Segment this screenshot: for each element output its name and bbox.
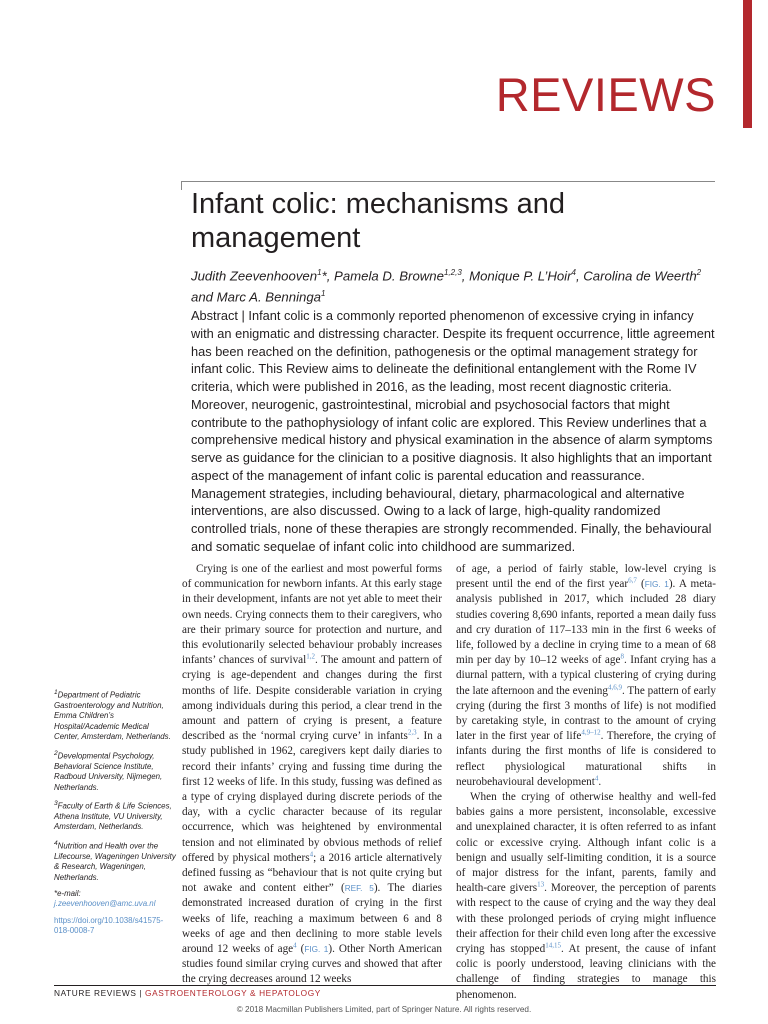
footer-rule — [54, 985, 716, 986]
affiliation-item — [54, 688, 176, 743]
body-text: of age, a period of fairly stable, low-level crying is present until the end of the first year — [456, 563, 716, 591]
email-link[interactable]: j.zeevenhooven@amc.uva.nl — [54, 899, 156, 909]
author-name: Carolina de Weerth — [583, 268, 697, 284]
body-paragraph — [182, 562, 442, 988]
section-label: REVIEWS — [495, 68, 716, 121]
body-text: Crying is one of the earliest and most powerful forms of communication for newborn infants. At this early stage in their development, infants are not yet able to meet their own needs. Crying connects them to their caregivers, who are their primary source for protection and nurture, and this evolutionarily selected behaviour probably increases infants’ chances of survival — [182, 563, 442, 667]
citation-ref: 4 — [309, 850, 314, 859]
title-rule-tick — [181, 181, 182, 190]
abstract: Abstract | Infant colic is a commonly reported phenomenon of excessive crying in infancy with an enigmatic and distressing character. Despite its frequent occurrence, little agreement has been reached on the definition, pathogenesis or the optimal management strategy for infant colic. This Review aims to delineate the definitional entanglement with the Rome IV criteria, which were published in 2016, as the leading, most recent diagnostic criteria. Moreover, neurogenic, gastrointestinal, microbial and psychosocial factors that might contribute to the pathophysiology of infant colic are explored. This Review underlines that a comprehensive medical history and physical examination in the absence of alarm symptoms serve as guidance for the clinician to a positive diagnosis. It also highlights that an important aspect of the management of infant colic is parental education and reassurance. Management strategies, including behavioural, dietary, pharmacological and alternative interventions, are also discussed. Owing to a lack of large, high-quality randomized controlled trials, none of these therapies are strongly recommended. Finally, the behavioural and somatic sequelae of infant colic into childhood are summarized. — [191, 308, 715, 554]
affiliation-item — [54, 839, 176, 883]
author-list: Judith Zeevenhooven$^1$*, Pamela D. Browne$^{1,2,3}$, Monique P. L’Hoir$^4$, Carolina de Weerth$^2$ and Marc A. Benninga$^1$ — [191, 268, 702, 305]
body-column-left — [182, 562, 442, 988]
affiliation-number: 2 — [54, 749, 58, 757]
citation-ref: 14,15 — [545, 941, 561, 950]
citation-ref: 1,2 — [306, 652, 316, 661]
citation-ref: 6,7 — [628, 576, 637, 585]
author-name: Marc A. Benninga — [216, 289, 322, 305]
citation-ref: 4,6,9 — [608, 682, 622, 691]
affiliation-text: Nutrition and Health over the Lifecourse, Wageningen University & Research, Wageningen, Netherlands. — [54, 841, 176, 882]
journal-footer — [54, 988, 321, 998]
body-text: . Infant crying has a diurnal pattern, with a typical clustering of crying during the late afternoon and the evening — [456, 654, 717, 697]
abstract-label: Abstract — [191, 308, 238, 323]
body-column-right — [456, 562, 716, 1003]
body-text: ; a 2016 article alternatively defined fussing as “behaviour that is not quite crying but not awake and content either” ( — [182, 851, 443, 895]
body-text: ( — [296, 943, 305, 956]
title-rule — [181, 181, 715, 182]
journal-prefix: NATURE REVIEWS | — [54, 988, 143, 998]
corresponding-marker: * — [321, 268, 327, 284]
author-name: Monique P. L’Hoir — [469, 268, 572, 284]
author-name: Judith Zeevenhooven — [191, 268, 318, 284]
affiliation-number: 1 — [54, 689, 58, 696]
citation-ref: 8 — [620, 652, 624, 661]
body-paragraph — [456, 562, 716, 790]
body-text: . — [598, 775, 602, 788]
body-paragraph — [456, 790, 716, 1003]
figure-ref-link: FIG. 1 — [304, 945, 329, 955]
author-affiliation-marker: 1 — [317, 268, 322, 277]
journal-name: GASTROENTEROLOGY & HEPATOLOGY — [145, 988, 321, 998]
author-affiliation-marker: 2 — [696, 268, 702, 277]
body-text: ). A meta-analysis published in 2017, which included 28 diary studies covering 8,690 infants, reported a mean daily fuss and cry duration of 117–133 min in the first 6 weeks of life, followed by a decline in crying time to a mean of 68 min per day by 10–12 weeks of age — [456, 578, 716, 667]
body-text: ). The diaries demonstrated increased duration of crying in the first weeks of life, reaching a maximum between 6 and 8 weeks of age and then declining to more stable levels around 12 weeks of age — [182, 882, 442, 956]
body-text: . At present, the cause of infant colic is poorly understood, leaving clinicians with the challenge of finding strategies to manage this phenomenon. — [456, 943, 716, 1001]
body-text: . Moreover, the perception of parents with respect to the cause of crying and the way they deal with these prolonged periods of crying might influence their affection for their child even long after the excessive crying has stopped — [456, 882, 716, 956]
copyright: © 2018 Macmillan Publishers Limited, part of Springer Nature. All rights reserved. — [236, 1005, 532, 1014]
correspondence — [54, 889, 176, 910]
body-text: ( — [636, 578, 645, 591]
affiliation-number: 3 — [54, 799, 58, 807]
affiliation-number: 4 — [54, 839, 58, 847]
article-title: Infant colic: mechanisms and management — [191, 188, 565, 254]
affiliations — [54, 688, 176, 937]
affiliation-text: Faculty of Earth & Life Sciences, Athena Institute, VU University, Amsterdam, Netherlands. — [54, 801, 172, 832]
doi-link[interactable]: https://doi.org/10.1038/s41575-018-0008-7 — [54, 915, 164, 936]
figure-ref-link: FIG. 1 — [644, 580, 669, 590]
author-name: Pamela D. Browne — [334, 268, 444, 284]
affiliation-item — [54, 749, 176, 793]
body-text: . In a study published in 1962, caregivers kept daily diaries to record their infants’ crying and fussing time during the first 12 weeks of life. In this study, fussing was defined as a type of crying displayed during discrete periods of the day, with a cyclic character because of its regular occurrence, which was heightened by environmental tension and not eliminated by obvious methods of relief offered by physical mothers — [182, 730, 442, 864]
citation-ref: 4 — [293, 941, 297, 950]
abstract-text: Infant colic is a commonly reported phenomenon of excessive crying in infancy with an enigmatic and distressing character. Despite its frequent occurrence, little agreement has been reached on the definition, pathogenesis or the optimal management strategy for infant colic. This Review aims to delineate the definitional entanglement with the Rome IV criteria, which were published in 2016, as the leading, most recent diagnostic criteria. Moreover, neurogenic, gastrointestinal, microbial and psychosocial factors that might contribute to the pathophysiology of infant colic are explored. This Review underlines that a comprehensive medical history and physical examination in the absence of alarm symptoms serve as guidance for the clinician to a positive diagnosis. It also highlights that an important aspect of the management of infant colic is parental education and reassurance. Management strategies, including behavioural, dietary, pharmacological and alternative interventions, are also discussed. Owing to a lack of large, high-quality randomized controlled trials, none of these therapies are strongly recommended. Finally, the behavioural and somatic sequelae of infant colic into childhood are summarized. — [191, 308, 715, 554]
author-affiliation-marker: 4 — [571, 268, 576, 277]
body-text: . Therefore, the crying of infants during the first months of life is considered to reflect physiological maturational shifts in neurobehavioural development — [456, 730, 716, 788]
citation-ref: 4 — [594, 774, 599, 783]
affiliation-item — [54, 799, 176, 833]
body-text: When the crying of otherwise healthy and well-fed babies gains a more persistent, inconsolable, excessive and unexplained character, it is often referred to as infant colic or excessive crying. Although infant colic is a benign and usually self-limiting condition, it is a source of major distress for the infant, parents, family and health-care givers — [456, 791, 716, 895]
body-text: . The amount and pattern of crying is age-dependent and changes during the first months of life. Despite considerable variation in crying among individuals during this period, a clear trend in the amount and pattern of crying is present, a feature described as the ‘normal crying curve’ in infants — [182, 654, 443, 743]
section-color-bar — [743, 0, 752, 128]
body-text: . The pattern of early crying (during the first 3 months of life) is not modified by caretaking style, in contrast to the amount of crying later in the first year of life — [456, 684, 716, 743]
author-affiliation-marker: 1,2,3 — [443, 268, 462, 277]
citation-ref: 13 — [537, 880, 545, 889]
citation-ref: 4,9–12 — [581, 728, 601, 737]
figure-ref-link: REF. 5 — [344, 884, 374, 894]
email-label: *e-mail: — [54, 889, 81, 898]
author-affiliation-marker: 1 — [321, 289, 326, 299]
affiliation-text: Department of Pediatric Gastroenterology and Nutrition, Emma Children’s Hospital/Academic Medical Center, Amsterdam, Netherlands. — [54, 690, 171, 742]
body-text: ). Other North American studies found similar crying curves and showed that after the crying decreases around 12 weeks — [182, 943, 442, 986]
citation-ref: 2,3 — [407, 728, 417, 737]
affiliation-text: Developmental Psychology, Behavioral Science Institute, Radboud University, Nijmegen, Netherlands. — [54, 751, 163, 792]
